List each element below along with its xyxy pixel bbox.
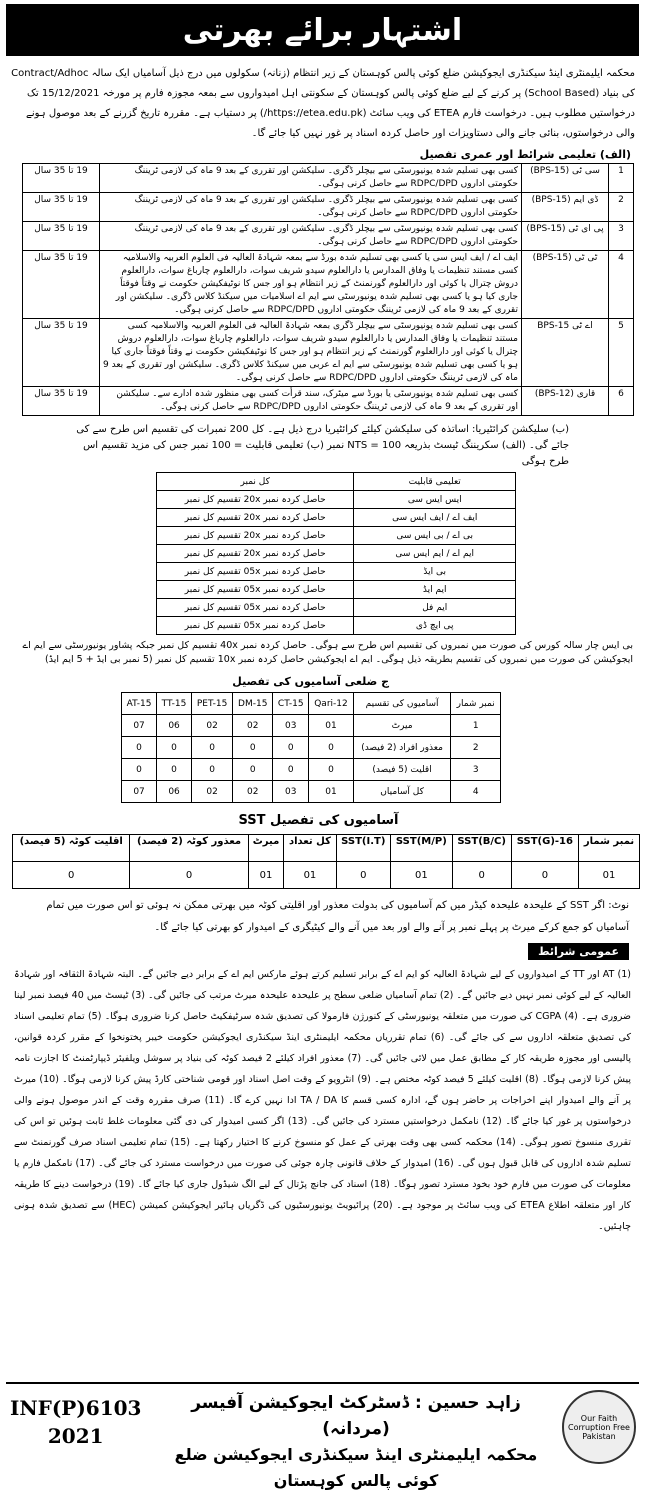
- marks-qualification: پی ایچ ڈی: [354, 617, 516, 635]
- selection-criteria: (ب) سلیکشن کرائٹیریا: اساتذہ کی سلیکشن کیلئے کرائٹیریا درج ذیل ہے۔ کل 200 نمبرات کی تقسیم اس طرح سے کی جائے گی۔ (الف) سکریننگ ٹیسٹ بذریعہ NTS = 100 نمبر (ب) تعلیمی قابلیت = 100 نمبر جس کی مزید تقسیم اس طرح ہوگی: [76, 424, 569, 467]
- post-name: سی ٹی (BPS-15): [522, 164, 609, 193]
- marks-formula: حاصل کردہ نمبر 20x تقسیم کل نمبر: [157, 509, 354, 527]
- marks-row: [157, 599, 516, 617]
- marks-qualification: ایس ایس سی: [354, 491, 516, 509]
- sst-note: نوٹ: اگر SST کے علیحدہ علیحدہ کیڈر میں کم آسامیوں کی بدولت معذور اور اقلیتی کوٹہ میں بھرتی ممکن نہ ہوئی تو اس صورت میں تمام آسامیاں کو جمع کرکے میرٹ پر پہلے نمبر پر آنے والے اور بعد میں آنے والے کیٹیگری کے امیدوار کو بھرتی کیا جائے گا۔: [46, 900, 629, 933]
- intro-paragraph: محکمہ ایلیمنٹری اینڈ سیکنڈری ایجوکیشن ضلع کوئی پالس کوہستان کے زیر انتظام (زنانہ) سکولوں میں درج ذیل آسامیاں ایک سالہ Contract/Adhoc کی بنیاد (School Based) پر کرنے کے لیے ضلع کوئی پالس کوہستان کے سکونتی اہل امیدواروں سے بمعہ مجوزہ فارم پر مورخہ 15/12/2021 تک درخواستیں مطلوب ہیں۔ درخواست فارم ETEA کی ویب سائٹ (https://etea.edu.pk/) پر دستیاب ہے۔ مقررہ تاریخ گزرنے کے بعد موصول ہونے والی درخواستوں، بنائی جانے والی دستاویزات اور حاصل کردہ اسناد پر غور نہیں کیا جائے گا۔: [11, 68, 635, 139]
- sst-header-cell: کل تعداد: [284, 835, 336, 862]
- sst-cell: 01: [248, 862, 284, 889]
- marks-qualification: بی اے / بی ایس سی: [354, 527, 516, 545]
- post-number: 3: [609, 222, 634, 251]
- district-cell: 02: [233, 781, 273, 803]
- post-row: [23, 164, 634, 193]
- district-cell: 0: [309, 759, 354, 781]
- marks-row: [157, 581, 516, 599]
- district-cell: 0: [157, 759, 192, 781]
- district-cell: 0: [273, 759, 309, 781]
- post-qualification: کسی بھی تسلیم شدہ یونیورسٹی سے بیچلر ڈگری بمعہ شہادۃ العالیہ فی العلوم العربیہ والاسلامیہ کسی مستند تنظیمات یا وفاق المدارس یا دارالعلوم سیدو شریف سوات، دارالعلوم چارباغ سوات، دارالعلوم دروش چترال یا کوئی اور دارالعلوم گورنمنٹ کے زیر انتظام ہو اور جس کا نوٹیفکیشن حکومت نے وقتاً فوقتاً جاری کیا ہو یا کسی بھی تسلیم شدہ یونیورسٹی سے ایم اے عربی میں سیکنڈ کلاس ڈگری۔ سلیکشن اور تقرری کے بعد 9 ماہ کی لازمی ٹریننگ حکومتی اداروں RDPC/DPD سے حاصل کرنی ہوگی۔: [100, 319, 522, 387]
- district-header-cell: PET-15: [191, 693, 232, 715]
- sst-cell: 01: [579, 862, 640, 889]
- post-name: ڈی ایم (BPS-15): [522, 193, 609, 222]
- footer: [6, 1382, 639, 1490]
- marks-row: [157, 527, 516, 545]
- post-name: پی ای ٹی (BPS-15): [522, 222, 609, 251]
- district-cell: 0: [233, 737, 273, 759]
- signatory-name: زاہد حسین : ڈسٹرکٹ ایجوکیشن آفیسر (مردانہ): [191, 1393, 521, 1439]
- sst-cell: 01: [284, 862, 336, 889]
- district-row: [122, 715, 501, 737]
- seal-text: Our Faith Corruption Free Pakistan: [568, 1413, 630, 1441]
- sst-cell: 0: [452, 862, 511, 889]
- marks-qualification: بی ایڈ: [354, 563, 516, 581]
- reference-code: INF(P)6103: [10, 1396, 142, 1420]
- sst-header-cell: SST(G)-16: [511, 835, 578, 862]
- post-age-limit: 19 تا 35 سال: [23, 222, 100, 251]
- post-number: 4: [609, 251, 634, 319]
- marks-header-qual: تعلیمی قابلیت: [354, 473, 516, 491]
- district-cell: 07: [122, 781, 157, 803]
- district-cell: 0: [233, 759, 273, 781]
- post-age-limit: 19 تا 35 سال: [23, 193, 100, 222]
- marks-formula: حاصل کردہ نمبر 05x تقسیم کل نمبر: [157, 599, 354, 617]
- post-qualification: کسی بھی تسلیم شدہ یونیورسٹی سے بیچلر ڈگری۔ سلیکشن اور تقرری کے بعد 9 ماہ کی لازمی ٹریننگ حکومتی اداروں RDPC/DPD سے حاصل کرنی ہوگی۔: [100, 164, 522, 193]
- post-row: [23, 319, 634, 387]
- district-header-cell: آسامیوں کی تقسیم: [353, 693, 451, 715]
- district-header-cell: DM-15: [233, 693, 273, 715]
- marks-formula: حاصل کردہ نمبر 05x تقسیم کل نمبر: [157, 563, 354, 581]
- district-cell: 02: [191, 781, 232, 803]
- marks-note: بی ایس چار سالہ کورس کی صورت میں نمبروں کی تقسیم اس طرح سے ہوگی۔ حاصل کردہ نمبر 40x تقسیم کل نمبر جبکہ پشاور یونیورسٹی سے ایم اے ایجوکیشن کی صورت میں نمبروں کی تقسیم بطریقہ ذیل ہوگی۔ ایم اے ایجوکیشن حاصل کردہ نمبر 10x تقسیم کل نمبر (5 نمبر بی ایڈ + 5 ایم ایڈ): [22, 640, 633, 665]
- marks-row: [157, 617, 516, 635]
- district-header-cell: نمبر شمار: [451, 693, 501, 715]
- marks-header-marks: کل نمبر: [157, 473, 354, 491]
- post-age-limit: 19 تا 35 سال: [23, 387, 100, 416]
- district-row: [122, 781, 501, 803]
- reference-number: [10, 1394, 141, 1450]
- post-qualification: کسی بھی تسلیم شدہ یونیورسٹی سے بیچلر ڈگری۔ سلیکشن اور تقرری کے بعد 9 ماہ کی لازمی ٹریننگ حکومتی اداروں RDPC/DPD سے حاصل کرنی ہوگی۔: [100, 222, 522, 251]
- marks-row: [157, 545, 516, 563]
- post-row: [23, 251, 634, 319]
- district-table-body: [122, 693, 501, 803]
- district-cell: 0: [191, 737, 232, 759]
- district-cell: معذور افراد (2 فیصد): [353, 737, 451, 759]
- marks-row: [157, 563, 516, 581]
- district-header-cell: CT-15: [273, 693, 309, 715]
- district-header-cell: Qari-12: [309, 693, 354, 715]
- district-cell: 01: [309, 781, 354, 803]
- district-cell: 0: [157, 737, 192, 759]
- post-age-limit: 19 تا 35 سال: [23, 319, 100, 387]
- district-cell: 06: [157, 781, 192, 803]
- district-cell: 06: [157, 715, 192, 737]
- district-cell: 0: [191, 759, 232, 781]
- district-header-row: [122, 693, 501, 715]
- marks-formula: حاصل کردہ نمبر 20x تقسیم کل نمبر: [157, 527, 354, 545]
- sst-header-cell: اقلیت کوٹہ (5 فیصد): [13, 835, 130, 862]
- post-age-limit: 19 تا 35 سال: [23, 164, 100, 193]
- post-name: ٹی ٹی (BPS-15): [522, 251, 609, 319]
- sst-header-cell: SST(B/C): [452, 835, 511, 862]
- district-cell: 0: [122, 759, 157, 781]
- marks-formula: حاصل کردہ نمبر 20x تقسیم کل نمبر: [157, 491, 354, 509]
- post-qualification: کسی بھی تسلیم شدہ یونیورسٹی یا بورڈ سے میٹرک، سند قرأت کسی بھی منظور شدہ ادارے سے۔ سلیکشن اور تقرری کے بعد 9 ماہ کی لازمی ٹریننگ حکومتی اداروں RDPC/DPD سے حاصل کرنی ہوگی۔: [100, 387, 522, 416]
- sst-header-cell: میرٹ: [248, 835, 284, 862]
- district-row: [122, 737, 501, 759]
- post-name: قاری (BPS-12): [522, 387, 609, 416]
- section-a-heading: (الف) تعلیمی شرائط اور عمری تفصیل: [419, 148, 631, 161]
- sst-cell: 01: [391, 862, 453, 889]
- signatory: [166, 1390, 546, 1494]
- marks-qualification: ایم فل: [354, 599, 516, 617]
- district-header-cell: AT-15: [122, 693, 157, 715]
- marks-formula: حاصل کردہ نمبر 05x تقسیم کل نمبر: [157, 581, 354, 599]
- sst-header-cell: نمبر شمار: [579, 835, 640, 862]
- district-cell: 4: [451, 781, 501, 803]
- marks-table: [156, 472, 516, 635]
- sst-header-cell: SST(I.T): [336, 835, 391, 862]
- sst-header-cell: معذور کوٹہ (2 فیصد): [130, 835, 248, 862]
- post-qualification: ایف اے / ایف ایس سی یا کسی بھی تسلیم شدہ بورڈ سے بمعہ شہادۃ العالیہ فی العلوم العربیہ والاسلامیہ کسی مستند تنظیمات یا وفاق المدارس یا دارالعلوم سیدو شریف سوات، دارالعلوم چارباغ سوات، دارالعلوم دروش چترال یا کوئی اور دارالعلوم گورنمنٹ کے زیر انتظام ہو اور جس کا نوٹیفکیشن حکومت نے وقتاً فوقتاً جاری کیا ہو یا کسی بھی تسلیم شدہ یونیورسٹی سے ایم اے اسلامیات میں سیکنڈ کلاس ڈگری۔ سلیکشن اور تقرری کے بعد 9 ماہ کی لازمی ٹریننگ حکومتی اداروں RDPC/DPD سے حاصل کرنی ہوگی۔: [100, 251, 522, 319]
- sst-cell: 0: [336, 862, 391, 889]
- posts-table-body: [23, 164, 634, 416]
- district-posts-table: [121, 692, 501, 803]
- sst-header-cell: SST(M/P): [391, 835, 453, 862]
- post-row: [23, 222, 634, 251]
- district-cell: 03: [273, 715, 309, 737]
- district-cell: 03: [273, 781, 309, 803]
- signatory-department: محکمہ ایلیمنٹری اینڈ سیکنڈری ایجوکیشن ضلع کوئی پالس کوہستان: [174, 1445, 538, 1490]
- post-row: [23, 193, 634, 222]
- page-title: اشتہار برائے بھرتی: [6, 4, 639, 56]
- post-age-limit: 19 تا 35 سال: [23, 251, 100, 319]
- district-cell: میرٹ: [353, 715, 451, 737]
- anti-corruption-seal-icon: [562, 1390, 636, 1464]
- marks-formula: حاصل کردہ نمبر 05x تقسیم کل نمبر: [157, 617, 354, 635]
- district-cell: 07: [122, 715, 157, 737]
- sst-header-row: [13, 835, 640, 862]
- district-cell: 1: [451, 715, 501, 737]
- sst-cell: 0: [511, 862, 578, 889]
- sst-heading: SST آسامیوں کی تفصیل: [238, 813, 399, 828]
- marks-header-row: [157, 473, 516, 491]
- district-cell: 3: [451, 759, 501, 781]
- district-heading: ج ضلعی آسامیوں کی تفصیل: [232, 675, 389, 688]
- marks-row: [157, 509, 516, 527]
- post-number: 1: [609, 164, 634, 193]
- district-cell: 02: [233, 715, 273, 737]
- post-row: [23, 387, 634, 416]
- district-cell: اقلیت (5 فیصد): [353, 759, 451, 781]
- post-qualification: کسی بھی تسلیم شدہ یونیورسٹی سے بیچلر ڈگری۔ سلیکشن اور تقرری کے بعد 9 ماہ کی لازمی ٹریننگ حکومتی اداروں RDPC/DPD سے حاصل کرنی ہوگی۔: [100, 193, 522, 222]
- sst-cell: 0: [130, 862, 248, 889]
- district-cell: 0: [273, 737, 309, 759]
- district-cell: کل آسامیاں: [353, 781, 451, 803]
- general-conditions-text: (1) AT اور TT کے امیدواروں کے لیے شہادۃ العالیہ کو ایم اے کے برابر تسلیم کرتے ہوئے مارکس ایم اے کے برابر دیے جائیں گے۔ البتہ شہادۃ الثقافہ اور شہادۃ العالیہ کے لیے کوئی نمبر نہیں دیے جائیں گے۔ (2) تمام آسامیاں ضلعی سطح پر علیحدہ علیحدہ میرٹ مرتب کی جائیں گی۔ (3) ٹیسٹ میں 40 فیصد نمبر لینا ضروری ہے۔ (4) CGPA کی صورت میں متعلقہ یونیورسٹی کے کنورژن فارمولا کی تصدیق شدہ سرٹیفکیٹ حاصل کرنا ضروری ہوگا۔ (5) تمام تعلیمی اسناد کی تصدیق متعلقہ اداروں سے کی جائے گی۔ (6) تمام تقرریاں محکمہ ایلیمنٹری اینڈ سیکنڈری ایجوکیشن حکومت خیبر پختونخوا کے مقرر کردہ قوانین، پالیسی اور مجوزہ طریقہ کار کے مطابق عمل میں لائی جائیں گی۔ (7) معذور افراد کیلئے 2 فیصد کوٹہ کی بنیاد پر سوشل ویلفیئر ڈیپارٹمنٹ کا اجازت نامہ پیش کرنا لازمی ہوگا۔ (8) اقلیت کیلئے 5 فیصد کوٹہ مختص ہے۔ (9) انٹرویو کے وقت اصل اسناد اور قومی شناختی کارڈ پیش کرنا لازمی ہوگا۔ (10) میرٹ پر آنے والے امیدوار اپنے اخراجات پر حاضر ہوں گے، ادارہ کسی قسم کا TA / DA ادا نہیں کرے گا۔ (11) صرف مقررہ وقت کے اندر موصول ہونے والی درخواستوں پر غور کیا جائے گا۔ (12) نامکمل درخواستیں مسترد کی جائیں گی۔ (13) اگر کسی امیدوار کی دی گئی معلومات غلط ثابت ہوئیں تو اس کی تقرری منسوخ تصور ہوگی۔ (14) محکمہ کسی بھی وقت بھرتی کے عمل کو منسوخ کرنے کا اختیار رکھتا ہے۔ (15) تمام تعلیمی اسناد صرف گورنمنٹ سے تسلیم شدہ اداروں کی قابل قبول ہوں گی۔ (16) امیدوار کے خلاف قانونی چارہ جوئی کی صورت میں درخواست مسترد کی جائے گی۔ (17) نامکمل فارم یا معلومات کی صورت میں فارم خود بخود مسترد تصور ہوگا۔ (18) اسناد کی جانچ پڑتال کے لیے الگ شیڈول جاری کیا جائے گا۔ (19) درخواست دینے کا طریقہ کار اور متعلقہ اطلاع ETEA کی ویب سائٹ پر موجود ہے۔ (20) پرائیویٹ یونیورسٹیوں کی ڈگریاں ہائیر ایجوکیشن کمیشن (HEC) سے تصدیق شدہ ہونی چاہئیں۔: [14, 969, 632, 1232]
- district-cell: 2: [451, 737, 501, 759]
- district-cell: 0: [122, 737, 157, 759]
- post-name: اے ٹی BPS-15: [522, 319, 609, 387]
- post-number: 2: [609, 193, 634, 222]
- marks-formula: حاصل کردہ نمبر 20x تقسیم کل نمبر: [157, 545, 354, 563]
- district-cell: 01: [309, 715, 354, 737]
- posts-table: [22, 163, 634, 416]
- district-cell: 02: [191, 715, 232, 737]
- marks-qualification: ایف اے / ایف ایس سی: [354, 509, 516, 527]
- marks-qualification: ایم اے / ایم ایس سی: [354, 545, 516, 563]
- marks-table-body: [157, 473, 516, 635]
- general-heading-wrap: [6, 939, 639, 960]
- sst-cell: 0: [13, 862, 130, 889]
- sst-posts-table: [12, 834, 640, 889]
- reference-year: 2021: [47, 1424, 104, 1448]
- district-header-cell: TT-15: [157, 693, 192, 715]
- district-row: [122, 759, 501, 781]
- post-number: 6: [609, 387, 634, 416]
- post-number: 5: [609, 319, 634, 387]
- sst-row: [13, 862, 640, 889]
- marks-qualification: ایم ایڈ: [354, 581, 516, 599]
- district-cell: 0: [309, 737, 354, 759]
- sst-table-body: [13, 835, 640, 889]
- general-conditions-heading: عمومی شرائط: [528, 943, 629, 960]
- marks-row: [157, 491, 516, 509]
